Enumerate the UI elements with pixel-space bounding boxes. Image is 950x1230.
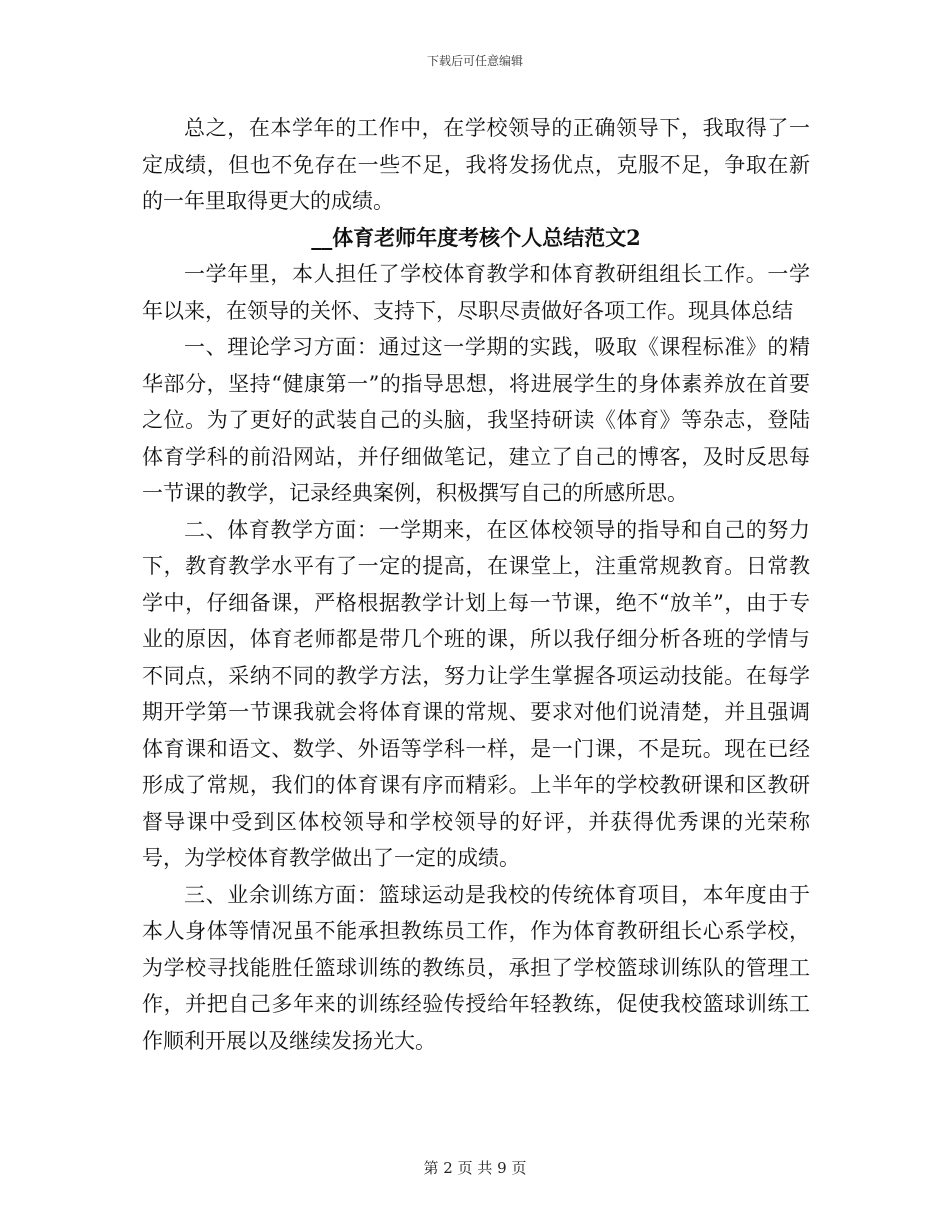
paragraph-training: 三、业余训练方面：篮球运动是我校的传统体育项目，本年度由于本人身体等情况虽不能承担教练员工作，作为体育教研组长心系学校，为学校寻找能胜任篮球训练的教练员，承担了学校篮球训练队的管理工作，并把自己多年来的训练经验传授给年轻教练，促使我校篮球训练工作顺利开展以及继续发扬光大。: [142, 882, 810, 1053]
page-header: 下载后可任意编辑: [426, 54, 523, 68]
paragraph-overview: 一学年里，本人担任了学校体育教学和体育教研组组长工作。一学年以来，在领导的关怀、支持下，尽职尽责做好各项工作。现具体总结: [142, 262, 810, 323]
document-body: [142, 110, 810, 1059]
page-number: 第 2 页 共 9 页: [423, 1159, 527, 1177]
paragraph-intro: 总之，在本学年的工作中，在学校领导的正确领导下，我取得了一定成绩，但也不免存在一些不足，我将发扬优点，克服不足，争取在新的一年里取得更大的成绩。: [142, 116, 810, 213]
paragraph-teaching: 二、体育教学方面：一学期来，在区体校领导的指导和自己的努力下，教育教学水平有了一定的提高，在课堂上，注重常规教育。日常教学中，仔细备课，严格根据教学计划上每一节课，绝不“放羊”，由于专业的原因，体育老师都是带几个班的课，所以我仔细分析各班的学情与不同点，采纳不同的教学方法，努力让学生掌握各项运动技能。在每学期开学第一节课我就会将体育课的常规、要求对他们说清楚，并且强调体育课和语文、数学、外语等学科一样，是一门课，不是玩。现在已经形成了常规，我们的体育课有序而精彩。上半年的学校教研课和区教研督导课中受到区体校领导和学校领导的好评，并获得优秀课的光荣称号，为学校体育教学做出了一定的成绩。: [142, 517, 810, 870]
section-title: __体育老师年度考核个人总结范文2: [311, 224, 641, 250]
paragraph-theory-study: 一、理论学习方面：通过这一学期的实践，吸取《课程标准》的精华部分，坚持“健康第一”的指导思想，将进展学生的身体素养放在首要之位。为了更好的武装自己的头脑，我坚持研读《体育》等杂志，登陆体育学科的前沿网站，并仔细做笔记，建立了自己的博客，及时反思每一节课的教学，记录经典案例，积极撰写自己的所感所思。: [142, 335, 810, 505]
